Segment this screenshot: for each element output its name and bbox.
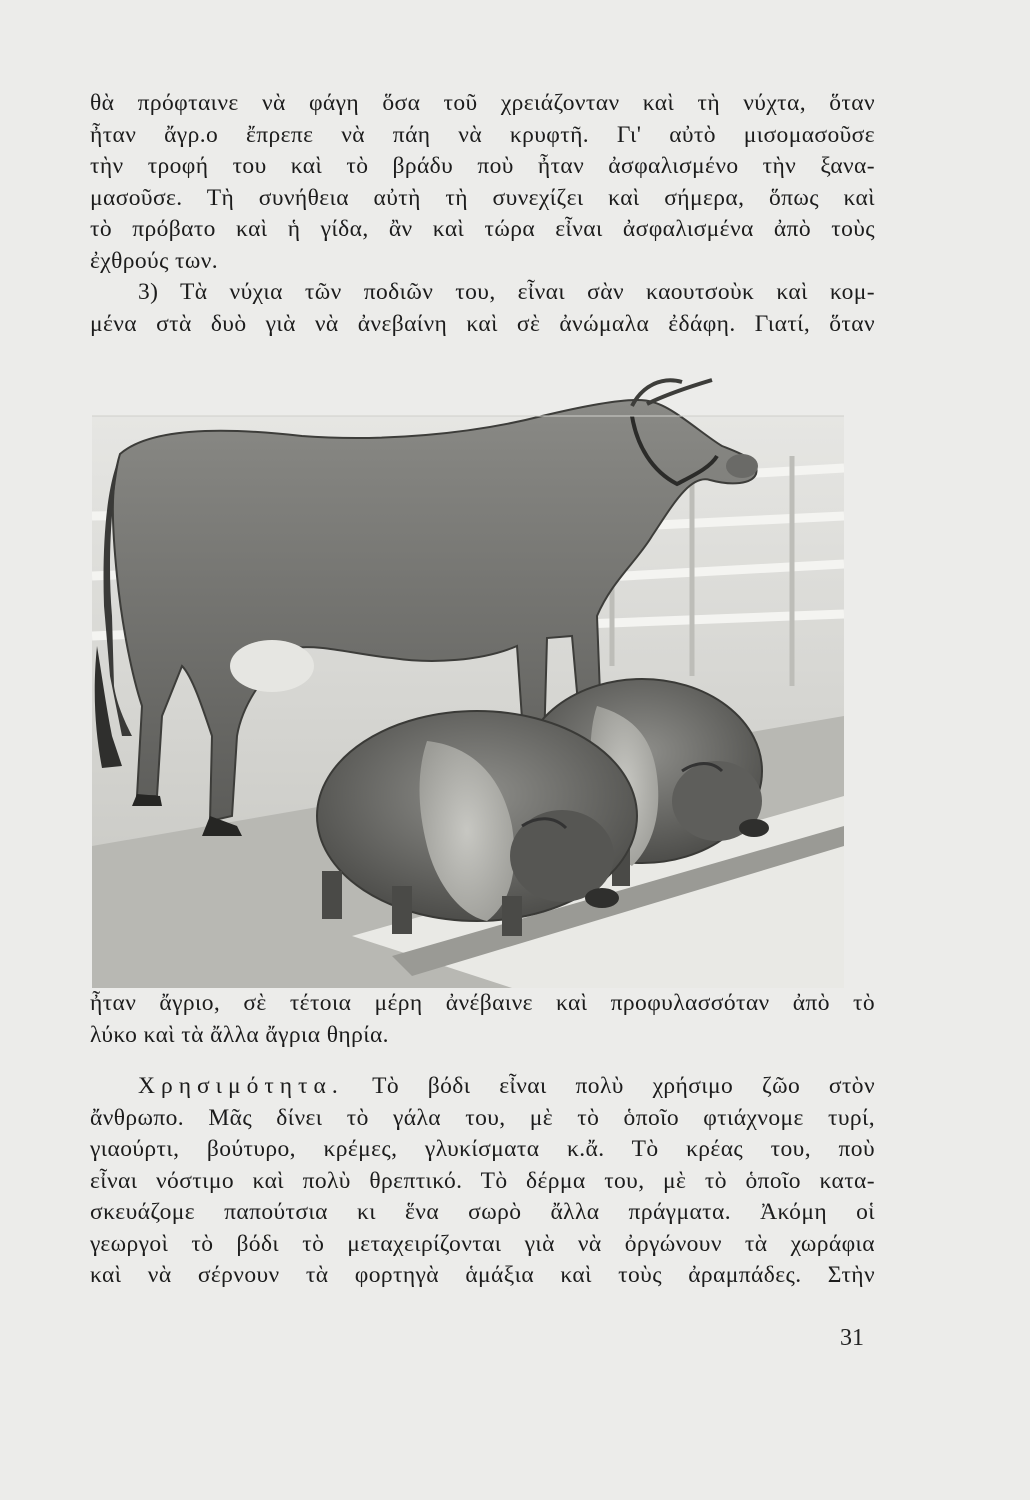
text-line: ἄνθρωπο. Μᾶς δίνει τὸ γάλα του, μὲ τὸ ὁποῖο φτιάχνομε τυρί,	[90, 1104, 875, 1131]
paragraph-4	[90, 1071, 875, 1292]
top-text-block	[90, 88, 875, 340]
text-line: σκευάζομε παπούτσια κι ἕνα σωρὸ ἄλλα πράγματα. Ἀκόμη οἱ	[90, 1199, 875, 1225]
text-line: ἐχθρούς των.	[90, 247, 219, 274]
bottom-text-block	[90, 988, 875, 1292]
text-line	[90, 1071, 875, 1103]
paragraph-2	[90, 277, 875, 340]
text-line: γιαούρτι, βούτυρο, κρέμες, γλυκίσματα κ.ἄ. Τὸ κρέας του, ποὺ	[90, 1136, 875, 1162]
text-line: τὴν τροφή του καὶ τὸ βράδυ ποὺ ἦταν ἀσφαλισμένο τὴν ξανα-	[90, 153, 875, 179]
text-fragment: Τὸ βόδι εἶναι πολὺ χρήσιμο ζῶο στὸν	[372, 1073, 875, 1099]
page-number: 31	[840, 1325, 864, 1351]
section-heading: Χρησιμότητα.	[138, 1073, 344, 1099]
pig-snout	[739, 819, 769, 837]
cow-and-pigs-photo	[92, 376, 844, 988]
cow-udder	[230, 640, 314, 692]
photo-illustration	[92, 376, 844, 988]
text-line: λύκο καὶ τὰ ἄλλα ἄγρια θηρία.	[90, 1021, 389, 1048]
text-line: ἦταν ἄγριο, σὲ τέτοια μέρη ἀνέβαινε καὶ προφυλασσόταν ἀπὸ τὸ	[90, 990, 875, 1016]
text-line: μασοῦσε. Τὴ συνήθεια αὐτὴ τὴ συνεχίζει καὶ σήμερα, ὅπως καὶ	[90, 184, 875, 211]
text-line: γεωργοὶ τὸ βόδι τὸ μεταχειρίζονται γιὰ νὰ ὀργώνουν τὰ χωράφια	[90, 1230, 875, 1257]
text-line: μένα στὰ δυὸ γιὰ νὰ ἀνεβαίνη καὶ σὲ ἀνώμαλα ἐδάφη. Γιατί, ὅταν	[90, 310, 875, 337]
paragraph-1	[90, 88, 875, 277]
cow-muzzle	[726, 454, 758, 478]
pig-snout	[585, 888, 619, 908]
text-line: καὶ νὰ σέρνουν τὰ φορτηγὰ ἁμάξια καὶ τοὺς ἀραμπάδες. Στὴν	[90, 1262, 875, 1288]
text-line: τὸ πρόβατο καὶ ἡ γίδα, ἂν καὶ τώρα εἶναι ἀσφαλισμένα ἀπὸ τοὺς	[90, 216, 875, 242]
text-line: θὰ πρόφταινε νὰ φάγη ὅσα τοῦ χρειάζονταν καὶ τὴ νύχτα, ὅταν	[90, 90, 875, 116]
text-line: ἦταν ἄγρ.ο ἔπρεπε νὰ πάη νὰ κρυφτῆ. Γι' αὐτὸ μισομασοῦσε	[90, 121, 875, 148]
paragraph-3	[90, 988, 875, 1051]
text-line: 3) Τὰ νύχια τῶν ποδιῶν του, εἶναι σὰν καουτσοὺκ καὶ κομ-	[138, 279, 875, 305]
text-line: εἶναι νόστιμο καὶ πολὺ θρεπτικό. Τὸ δέρμα του, μὲ τὸ ὁποῖο κατα-	[90, 1167, 875, 1194]
